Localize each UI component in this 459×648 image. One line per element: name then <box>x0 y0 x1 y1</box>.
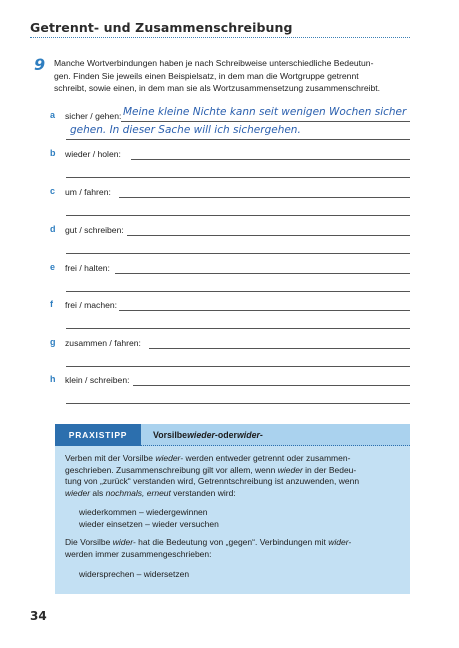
answer-line[interactable] <box>121 121 410 122</box>
tip-examples <box>79 568 403 580</box>
example-line: wieder einsetzen – wieder versuchen <box>79 519 219 530</box>
handwritten-answer: Meine kleine Nichte kann seit wenigen Wochen sicher <box>123 106 407 118</box>
exercise-prompt: um / fahren: <box>65 187 111 197</box>
answer-line[interactable] <box>149 348 410 349</box>
answer-line[interactable] <box>66 328 410 329</box>
answer-line[interactable] <box>119 197 410 198</box>
exercise-letter: c <box>50 186 56 196</box>
header-divider <box>30 37 410 38</box>
tip-paragraph: Die Vorsilbe wider- hat die Bedeutung von „gegen“. Verbindungen mit wider- werden immer zusammengeschrieben: <box>65 537 352 559</box>
exercise-prompt: sicher / gehen: <box>65 111 122 121</box>
section-title: Getrennt- und Zusammenschreibung <box>30 20 293 35</box>
answer-line[interactable] <box>131 159 410 160</box>
answer-line[interactable] <box>66 291 410 292</box>
instruction-line: schreibt, sowie einen, in dem man sie als Wortzusammensetzung zusammenschreibt. <box>54 83 381 93</box>
exercise-letter: d <box>50 224 56 234</box>
tip-body <box>65 453 403 587</box>
task-number: 9 <box>34 55 46 74</box>
answer-line[interactable] <box>66 139 410 140</box>
exercise-letter: b <box>50 148 56 158</box>
answer-line[interactable] <box>66 177 410 178</box>
task-instructions <box>54 57 416 95</box>
tip-badge: PRAXISTIPP <box>55 424 141 446</box>
answer-line[interactable] <box>66 366 410 367</box>
answer-line[interactable] <box>66 403 410 404</box>
answer-line[interactable] <box>127 235 410 236</box>
example-line: widersprechen – widersetzen <box>79 568 190 579</box>
exercise-letter: e <box>50 262 56 272</box>
instruction-line: Manche Wortverbindungen haben je nach Schreibweise unterschiedliche Bedeutun- <box>54 58 374 68</box>
practice-tip-box <box>55 424 410 594</box>
answer-line[interactable] <box>66 253 410 254</box>
answer-line[interactable] <box>115 273 410 274</box>
tip-header <box>55 424 410 446</box>
tip-examples <box>79 506 403 530</box>
exercise-prompt: frei / machen: <box>65 300 118 310</box>
exercise-letter: a <box>50 110 56 120</box>
tip-title: Vorsilbe wieder- oder wider- <box>141 424 410 446</box>
example-line: wiederkommen – wiedergewinnen <box>79 507 208 518</box>
page-number: 34 <box>30 609 47 623</box>
exercise-prompt: zusammen / fahren: <box>65 338 141 348</box>
exercise-letter: f <box>50 299 53 309</box>
exercise-prompt: gut / schreiben: <box>65 225 124 235</box>
answer-line[interactable] <box>119 310 410 311</box>
exercise-prompt: wieder / holen: <box>65 149 121 159</box>
exercise-letter: g <box>50 337 56 347</box>
exercise-prompt: frei / halten: <box>65 263 110 273</box>
answer-line[interactable] <box>133 385 410 386</box>
exercise-letter: h <box>50 374 56 384</box>
handwritten-answer: gehen. In dieser Sache will ich sichergehen. <box>70 124 301 136</box>
instruction-line: gen. Finden Sie jeweils einen Beispielsatz, in dem man die Wortgruppe getrennt <box>54 70 359 81</box>
answer-line[interactable] <box>66 215 410 216</box>
exercise-prompt: klein / schreiben: <box>65 375 130 385</box>
tip-paragraph: Verben mit der Vorsilbe wieder- werden entweder getrennt oder zusammen- geschrieben. Zusammenschreibung gilt vor allem, wenn wieder in der Bedeu- tung von „zurück“ verstanden wird, Getrenntschreibung ist anzuwenden, wenn wieder als nochmals, erneut verstanden wird: <box>65 453 360 498</box>
